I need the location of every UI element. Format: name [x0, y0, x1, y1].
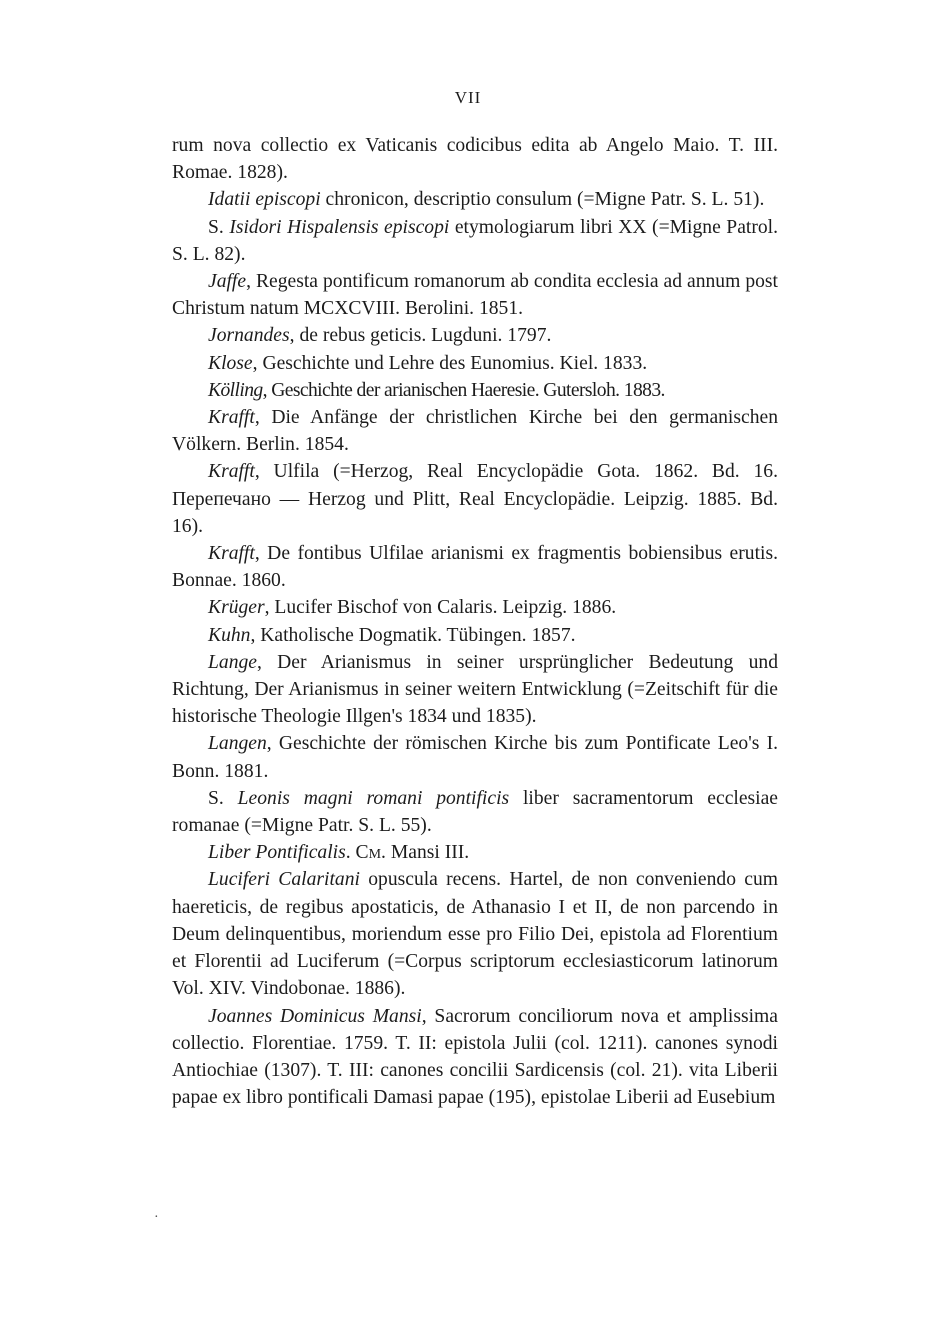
entry-author: Lange: [208, 651, 257, 673]
entry-12: [172, 649, 778, 731]
entry-text: , De fontibus Ulfilae arianismi ex fragmentis bobiensibus erutis. Bonnae. 1860.: [172, 543, 778, 592]
entry-7: [172, 404, 778, 458]
entry-author: Krafft: [208, 461, 255, 483]
page-number: VII: [454, 88, 482, 107]
entry-text: , Ulfila (=Herzog, Real Encyclopädie Gota. 1862. Bd. 16. Перепечано — Herzog und Plitt, Real Encyclopädie. Leipzig. 1885. Bd. 16).: [172, 461, 778, 537]
entry-1: [172, 186, 778, 213]
entry-0: [172, 132, 778, 186]
entry-author: Joannes Dominicus Mansi: [208, 1005, 422, 1027]
entry-text: , Der Arianismus in seiner ursprünglicher Bedeutung und Richtung, Der Arianismus in seiner weitern Entwicklung (=Zeitschift für die historische Theologie Illgen's 1834 und 1835).: [172, 651, 778, 728]
entry-abbrev: См.: [355, 842, 386, 864]
entry-author: Krafft: [208, 407, 255, 429]
entry-text: , Geschichte und Lehre des Eunomius. Kiel. 1833.: [252, 352, 648, 374]
entry-text: chronicon, descriptio consulum (=Migne Patr. S. L. 51).: [320, 189, 765, 211]
entry-11: [172, 622, 778, 649]
entry-text: etymologiarum libri XX (=Migne Patrol. S. L. 82).: [172, 216, 779, 265]
entry-text: opuscula recens. Hartel, de non conveniendo cum haereticis, de regibus apostaticis, de Athanasio I et II, de non parcendo in Deum delinquentibus, moriendum esse pro Filio Dei, epistola ad Florentium et Florentii ad Luciferum (=Corpus scriptorum ecclesiasticorum latinorum Vol. XIV. Vindobonae. 1886).: [172, 869, 778, 1000]
entry-author: Liber Pontificalis: [208, 842, 346, 864]
entry-text: rum nova collectio ex Vaticanis codicibus edita ab Angelo Maio. T. III. Romae. 1828).: [172, 135, 778, 184]
entry-author: Idatii episcopi: [208, 189, 321, 211]
entry-text: liber sacramentorum ecclesiae romanae (=Migne Patr. S. L. 55).: [172, 787, 778, 837]
entry-author: Krüger: [208, 597, 265, 619]
entry-author: Krafft: [208, 543, 255, 565]
entry-16: [172, 866, 778, 1002]
entry-text: , Lucifer Bischof von Calaris. Leipzig. 1886.: [264, 597, 617, 619]
entry-9: [172, 540, 778, 594]
entry-10: [172, 594, 778, 621]
margin-dot: ·: [154, 1210, 159, 1225]
entry-17: [172, 1003, 778, 1112]
entry-text: , Geschichte der arianischen Haeresie. Gutersloh. 1883.: [262, 379, 665, 401]
entry-4: [172, 322, 778, 349]
bibliography: [172, 132, 778, 1111]
entry-author: Isidori Hispalensis episcopi: [229, 216, 450, 238]
entry-8: [172, 458, 778, 540]
entry-2: [172, 214, 778, 268]
entry-author: Leonis magni romani pontificis: [237, 787, 510, 809]
entry-text: , Sacrorum conciliorum nova et amplissima collectio. Florentiae. 1759. T. II: epistola Julii (col. 1211). canones synodi Antiochiae (1307). T. III: canones concilii Sardicensis (col. 21). vita Liberii papae ex libro pontificali Damasi papae (195), epistolae Liberii ad Eusebium: [172, 1005, 778, 1109]
entry-6: [172, 377, 778, 404]
entry-author: Kölling: [208, 379, 263, 401]
entry-author: Kuhn: [208, 624, 251, 646]
entry-15: [172, 839, 778, 866]
entry-author: Langen: [208, 733, 267, 755]
entry-text: , Die Anfänge der christlichen Kirche bei den germanischen Völkern. Berlin. 1854.: [172, 407, 778, 456]
entry-prefix: S.: [208, 787, 238, 809]
entry-5: [172, 350, 778, 377]
entry-author: Jaffe: [208, 271, 247, 293]
entry-text: , de rebus geticis. Lugduni. 1797.: [289, 325, 552, 347]
entry-author: Luciferi Calaritani: [208, 869, 360, 891]
entry-prefix: S.: [208, 216, 230, 238]
entry-14: [172, 785, 778, 839]
entry-text: , Katholische Dogmatik. Tübingen. 1857.: [250, 624, 576, 646]
entry-3: [172, 268, 778, 322]
entry-text: .: [345, 842, 356, 864]
entry-tail: Mansi III.: [385, 842, 470, 864]
entry-13: [172, 730, 778, 784]
entry-author: Jornandes: [208, 325, 290, 347]
entry-text: , Geschichte der römischen Kirche bis zum Pontificate Leo's I. Bonn. 1881.: [172, 733, 778, 782]
entry-author: Klose: [208, 352, 253, 374]
entry-text: , Regesta pontificum romanorum ab condita ecclesia ad annum post Christum natum MCXCVIII. Berolini. 1851.: [172, 271, 778, 320]
